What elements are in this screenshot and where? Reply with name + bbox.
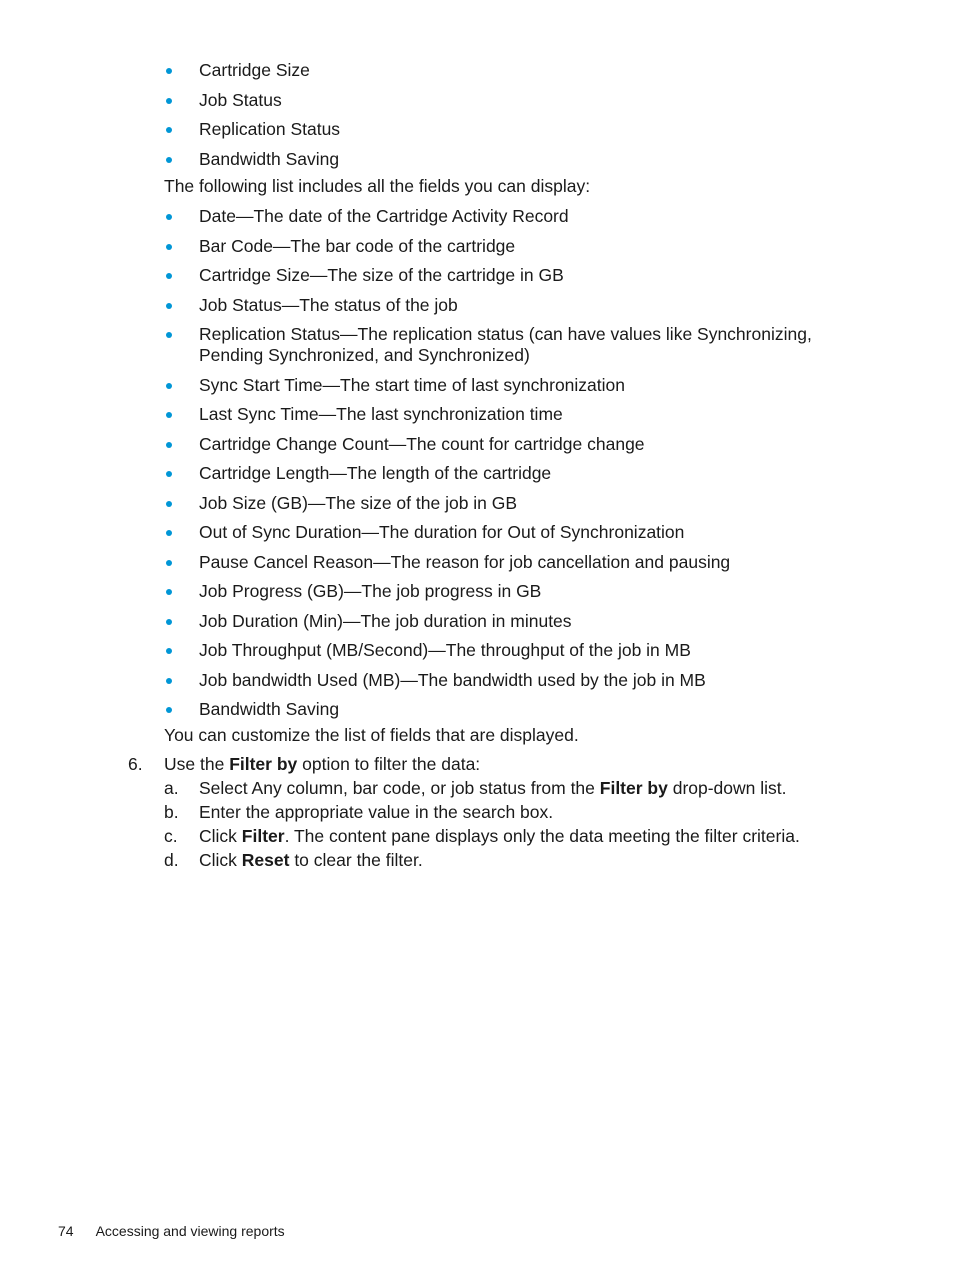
list-item-text: Job Duration (Min)—The job duration in minutes xyxy=(199,610,572,631)
list-item-text: Cartridge Size—The size of the cartridge in GB xyxy=(199,265,564,285)
step-text-pre: Use the xyxy=(164,754,230,774)
list-item-text: Last Sync Time—The last synchronization time xyxy=(199,404,563,424)
bullet-icon xyxy=(166,214,172,220)
list-item-text: Job Throughput (MB/Second)—The throughput of the job in MB xyxy=(199,640,691,660)
bullet-icon xyxy=(166,501,172,507)
list-item xyxy=(164,463,864,484)
bullet-icon xyxy=(166,619,172,625)
substep-item xyxy=(164,802,800,826)
list-item-text: Job Size (GB)—The size of the job in GB xyxy=(199,492,518,513)
bullet-icon xyxy=(166,303,172,309)
list-item-text: Out of Sync Duration—The duration for Out of Synchronization xyxy=(199,522,685,542)
list-item xyxy=(164,119,864,140)
list-item-text: Bandwidth Saving xyxy=(199,148,340,169)
bullet-icon xyxy=(166,530,172,536)
list-item-text: Bar Code—The bar code of the cartridge xyxy=(199,235,516,256)
list-item xyxy=(164,236,864,257)
step-text-bold: Filter by xyxy=(229,754,298,774)
substep-text-bold: Reset xyxy=(241,850,290,870)
substep-item xyxy=(164,778,800,802)
list-item-text: Cartridge Change Count—The count for cartridge change xyxy=(199,433,645,454)
list-item xyxy=(164,404,864,425)
substep-text-pre: Select Any column, bar code, or job status from the xyxy=(199,778,600,798)
substep-letter: b. xyxy=(164,802,179,822)
list-item xyxy=(164,434,864,455)
list-item-text: Replication Status xyxy=(199,119,341,139)
list-item xyxy=(164,611,864,632)
substep-text-bold: Filter xyxy=(241,826,285,846)
list-item-text: Job Progress (GB)—The job progress in GB xyxy=(199,581,542,601)
substep-text-bold: Filter by xyxy=(599,778,668,798)
customize-note-paragraph: You can customize the list of fields that are displayed. xyxy=(164,725,579,745)
list-item-text: Sync Start Time—The start time of last synchronization xyxy=(199,374,625,395)
list-item xyxy=(164,265,864,286)
list-item-text: Cartridge Length—The length of the cartridge xyxy=(199,463,552,483)
list-item-text: Pause Cancel Reason—The reason for job cancellation and pausing xyxy=(199,551,731,572)
list-item-text: Job Status—The status of the job xyxy=(199,294,458,315)
step-text xyxy=(164,754,480,775)
list-item-text: Replication Status—The replication status (can have values like Synchronizing, Pending Synchronized, and Synchronized) xyxy=(199,324,812,365)
substep-text-post: to clear the filter. xyxy=(289,850,423,870)
bullet-icon xyxy=(166,560,172,566)
bullet-icon xyxy=(166,332,172,338)
bullet-list-summary xyxy=(164,60,864,178)
substep-item xyxy=(164,826,800,850)
list-item xyxy=(164,552,864,573)
page-number: 74 xyxy=(58,1223,74,1239)
substep-letter: d. xyxy=(164,850,179,870)
bullet-icon xyxy=(166,648,172,654)
list-item xyxy=(164,493,864,514)
list-item-text: Job bandwidth Used (MB)—The bandwidth used by the job in MB xyxy=(199,669,706,690)
bullet-icon xyxy=(166,678,172,684)
bullet-icon xyxy=(166,412,172,418)
list-item xyxy=(164,206,864,227)
substep-text-pre: Click xyxy=(199,826,242,846)
substep-text-post: drop-down list. xyxy=(667,778,787,798)
bullet-icon xyxy=(166,383,172,389)
bullet-icon xyxy=(166,98,172,104)
substep-letter: c. xyxy=(164,826,178,846)
bullet-icon xyxy=(166,707,172,713)
bullet-icon xyxy=(166,244,172,250)
list-item xyxy=(164,522,864,543)
substep-list xyxy=(164,778,800,874)
list-item-text: Cartridge Size xyxy=(199,60,310,80)
fields-intro-paragraph: The following list includes all the fields you can display: xyxy=(164,176,591,196)
list-item xyxy=(164,90,864,111)
bullet-icon xyxy=(166,157,172,163)
list-item xyxy=(164,149,864,170)
list-item-text: Date—The date of the Cartridge Activity Record xyxy=(199,206,569,226)
list-item-text: Job Status xyxy=(199,89,282,110)
bullet-icon xyxy=(166,273,172,279)
list-item xyxy=(164,324,864,366)
list-item xyxy=(164,640,864,661)
bullet-list-fields xyxy=(164,206,864,729)
bullet-icon xyxy=(166,127,172,133)
list-item xyxy=(164,581,864,602)
substep-text-pre: Enter the appropriate value in the search box. xyxy=(199,802,554,822)
page-footer xyxy=(58,1222,285,1240)
list-item-text: Bandwidth Saving xyxy=(199,699,340,719)
bullet-icon xyxy=(166,68,172,74)
substep-item xyxy=(164,850,800,874)
step-number: 6. xyxy=(128,754,143,774)
substep-text-pre: Click xyxy=(199,850,242,870)
substep-letter: a. xyxy=(164,778,179,798)
bullet-icon xyxy=(166,442,172,448)
list-item xyxy=(164,670,864,691)
step-text-post: option to filter the data: xyxy=(297,754,481,774)
list-item xyxy=(164,60,864,81)
list-item xyxy=(164,699,864,720)
substep-text-post: . The content pane displays only the data meeting the filter criteria. xyxy=(284,826,800,846)
list-item xyxy=(164,375,864,396)
bullet-icon xyxy=(166,589,172,595)
bullet-icon xyxy=(166,471,172,477)
section-title: Accessing and viewing reports xyxy=(95,1223,285,1239)
list-item xyxy=(164,295,864,316)
